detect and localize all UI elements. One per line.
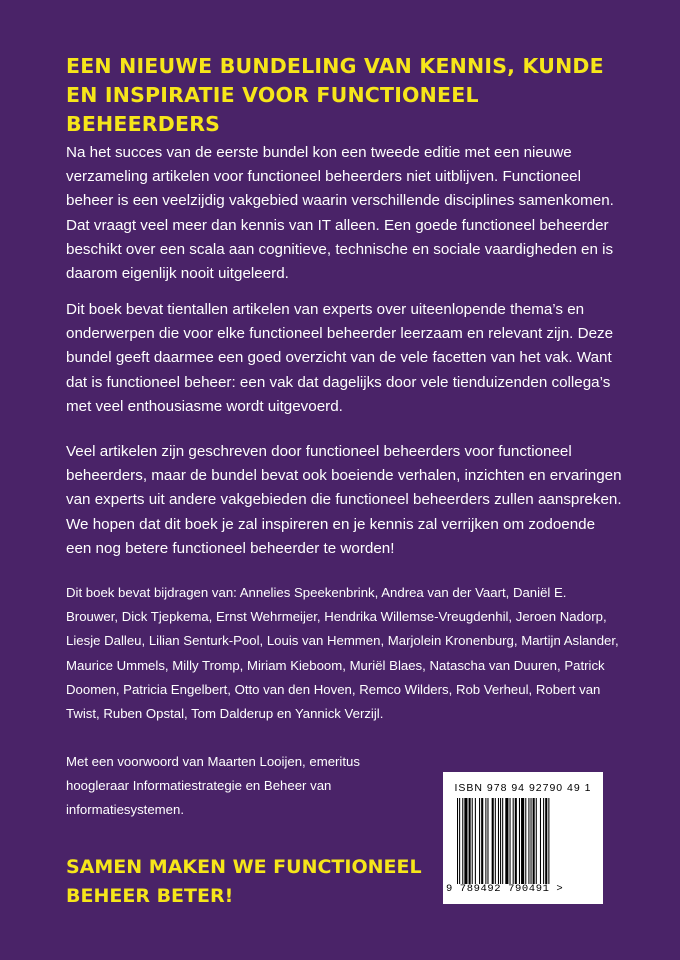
barcode-bar [548, 798, 549, 884]
barcode-bar [475, 798, 476, 884]
content-paragraph: Dit boek bevat tientallen artikelen van experts over uiteenlopende thema’s en onderwerpen die voor elke functioneel beheerder leerzaam en relevant zijn. Deze bundel geeft daarmee een goed overzicht van de vele facetten van het vak. Want dat is functioneel beheer: een vak dat dagelijks door vele tienduizenden collega’s met veel enthousiasme wordt uitgevoerd. [66, 301, 614, 415]
barcode-bar [500, 798, 501, 884]
barcode-bar [459, 798, 460, 884]
foreword-credit: Met een voorwoord van Maarten Looijen, emeritus hoogleraar Informatiestrategie en Beheer van informatiesystemen. [66, 754, 360, 818]
barcode-bar [533, 798, 535, 884]
barcode-bar [502, 798, 503, 884]
closing-slogan: SAMEN MAKEN WE FUNCTIONEEL BEHEER BETER! [66, 856, 422, 907]
barcode-bar [543, 798, 544, 884]
barcode-digits: 9 789492 790491 > [446, 883, 564, 895]
contributors-list: Dit boek bevat bijdragen van: Annelies Speekenbrink, Andrea van der Vaart, Daniël E. Brouwer, Dick Tjepkema, Ernst Wehrmeijer, Hendrika Willemse-Vreugdenhil, Jeroen Nadorp, Liesje Dalleu, Lilian Senturk-Pool, Louis van Hemmen, Marjolein Kronenburg, Martijn Aslander, Maurice Ummels, Milly Tromp, Miriam Kieboom, Muriël Blaes, Natascha van Duuren, Patrick Doomen, Patricia Engelbert, Otto van den Hoven, Remco Wilders, Rob Verheul, Robert van Twist, Ruben Opstal, Tom Dalderup en Yannick Verzijl. [66, 585, 619, 722]
barcode-bar [498, 798, 499, 884]
intro-paragraph: Na het succes van de eerste bundel kon een tweede editie met een nieuwe verzameling artikelen voor functioneel beheerders niet uitblijven. Functioneel beheer is een veelzijdig vakgebied waarin verschillende disciplines samenkomen. Dat vraagt veel meer dan kennis van IT alleen. Een goede functioneel beheerder beschikt over een scala aan cognitieve, technische en sociale vaardigheden en is daarom eigenlijk nooit uitgeleerd. [66, 144, 614, 283]
barcode-bar [528, 798, 529, 884]
barcode-bar [505, 798, 508, 884]
barcode-bars [457, 798, 591, 884]
barcode-bar [536, 798, 537, 884]
barcode-bar [540, 798, 541, 884]
barcode-bar [492, 798, 494, 884]
barcode-bar [487, 798, 488, 884]
barcode-bar [481, 798, 483, 884]
barcode-bar [545, 798, 547, 884]
barcode-bar [462, 798, 463, 884]
barcode-bar [521, 798, 524, 884]
barcode-bar [485, 798, 486, 884]
barcode-bar [469, 798, 471, 884]
barcode-bar [510, 798, 511, 884]
barcode-bar [495, 798, 496, 884]
barcode-bar [515, 798, 517, 884]
cover-headline: EEN NIEUWE BUNDELING VAN KENNIS, KUNDE EN INSPIRATIE VOOR FUNCTIONEEL BEHEERDERS [66, 54, 604, 136]
isbn-label: ISBN 978 94 92790 49 1 [454, 782, 592, 794]
barcode-bar [464, 798, 467, 884]
audience-paragraph: Veel artikelen zijn geschreven door functioneel beheerders voor functioneel beheerders, maar de bundel bevat ook boeiende verhalen, inzichten en ervaringen van experts uit andere vakgebieden die functioneel beheerders zullen aanspreken. We hopen dat dit boek je zal inspireren en je kennis zal verrijken om zodoende een nog betere functioneel beheerder te worden! [66, 443, 622, 557]
barcode-bar [531, 798, 532, 884]
isbn-barcode [443, 772, 603, 904]
barcode-bar [472, 798, 473, 884]
barcode-bar [525, 798, 526, 884]
barcode-bar [519, 798, 520, 884]
barcode-bar [513, 798, 514, 884]
barcode-bar [457, 798, 458, 884]
barcode-bar [479, 798, 480, 884]
